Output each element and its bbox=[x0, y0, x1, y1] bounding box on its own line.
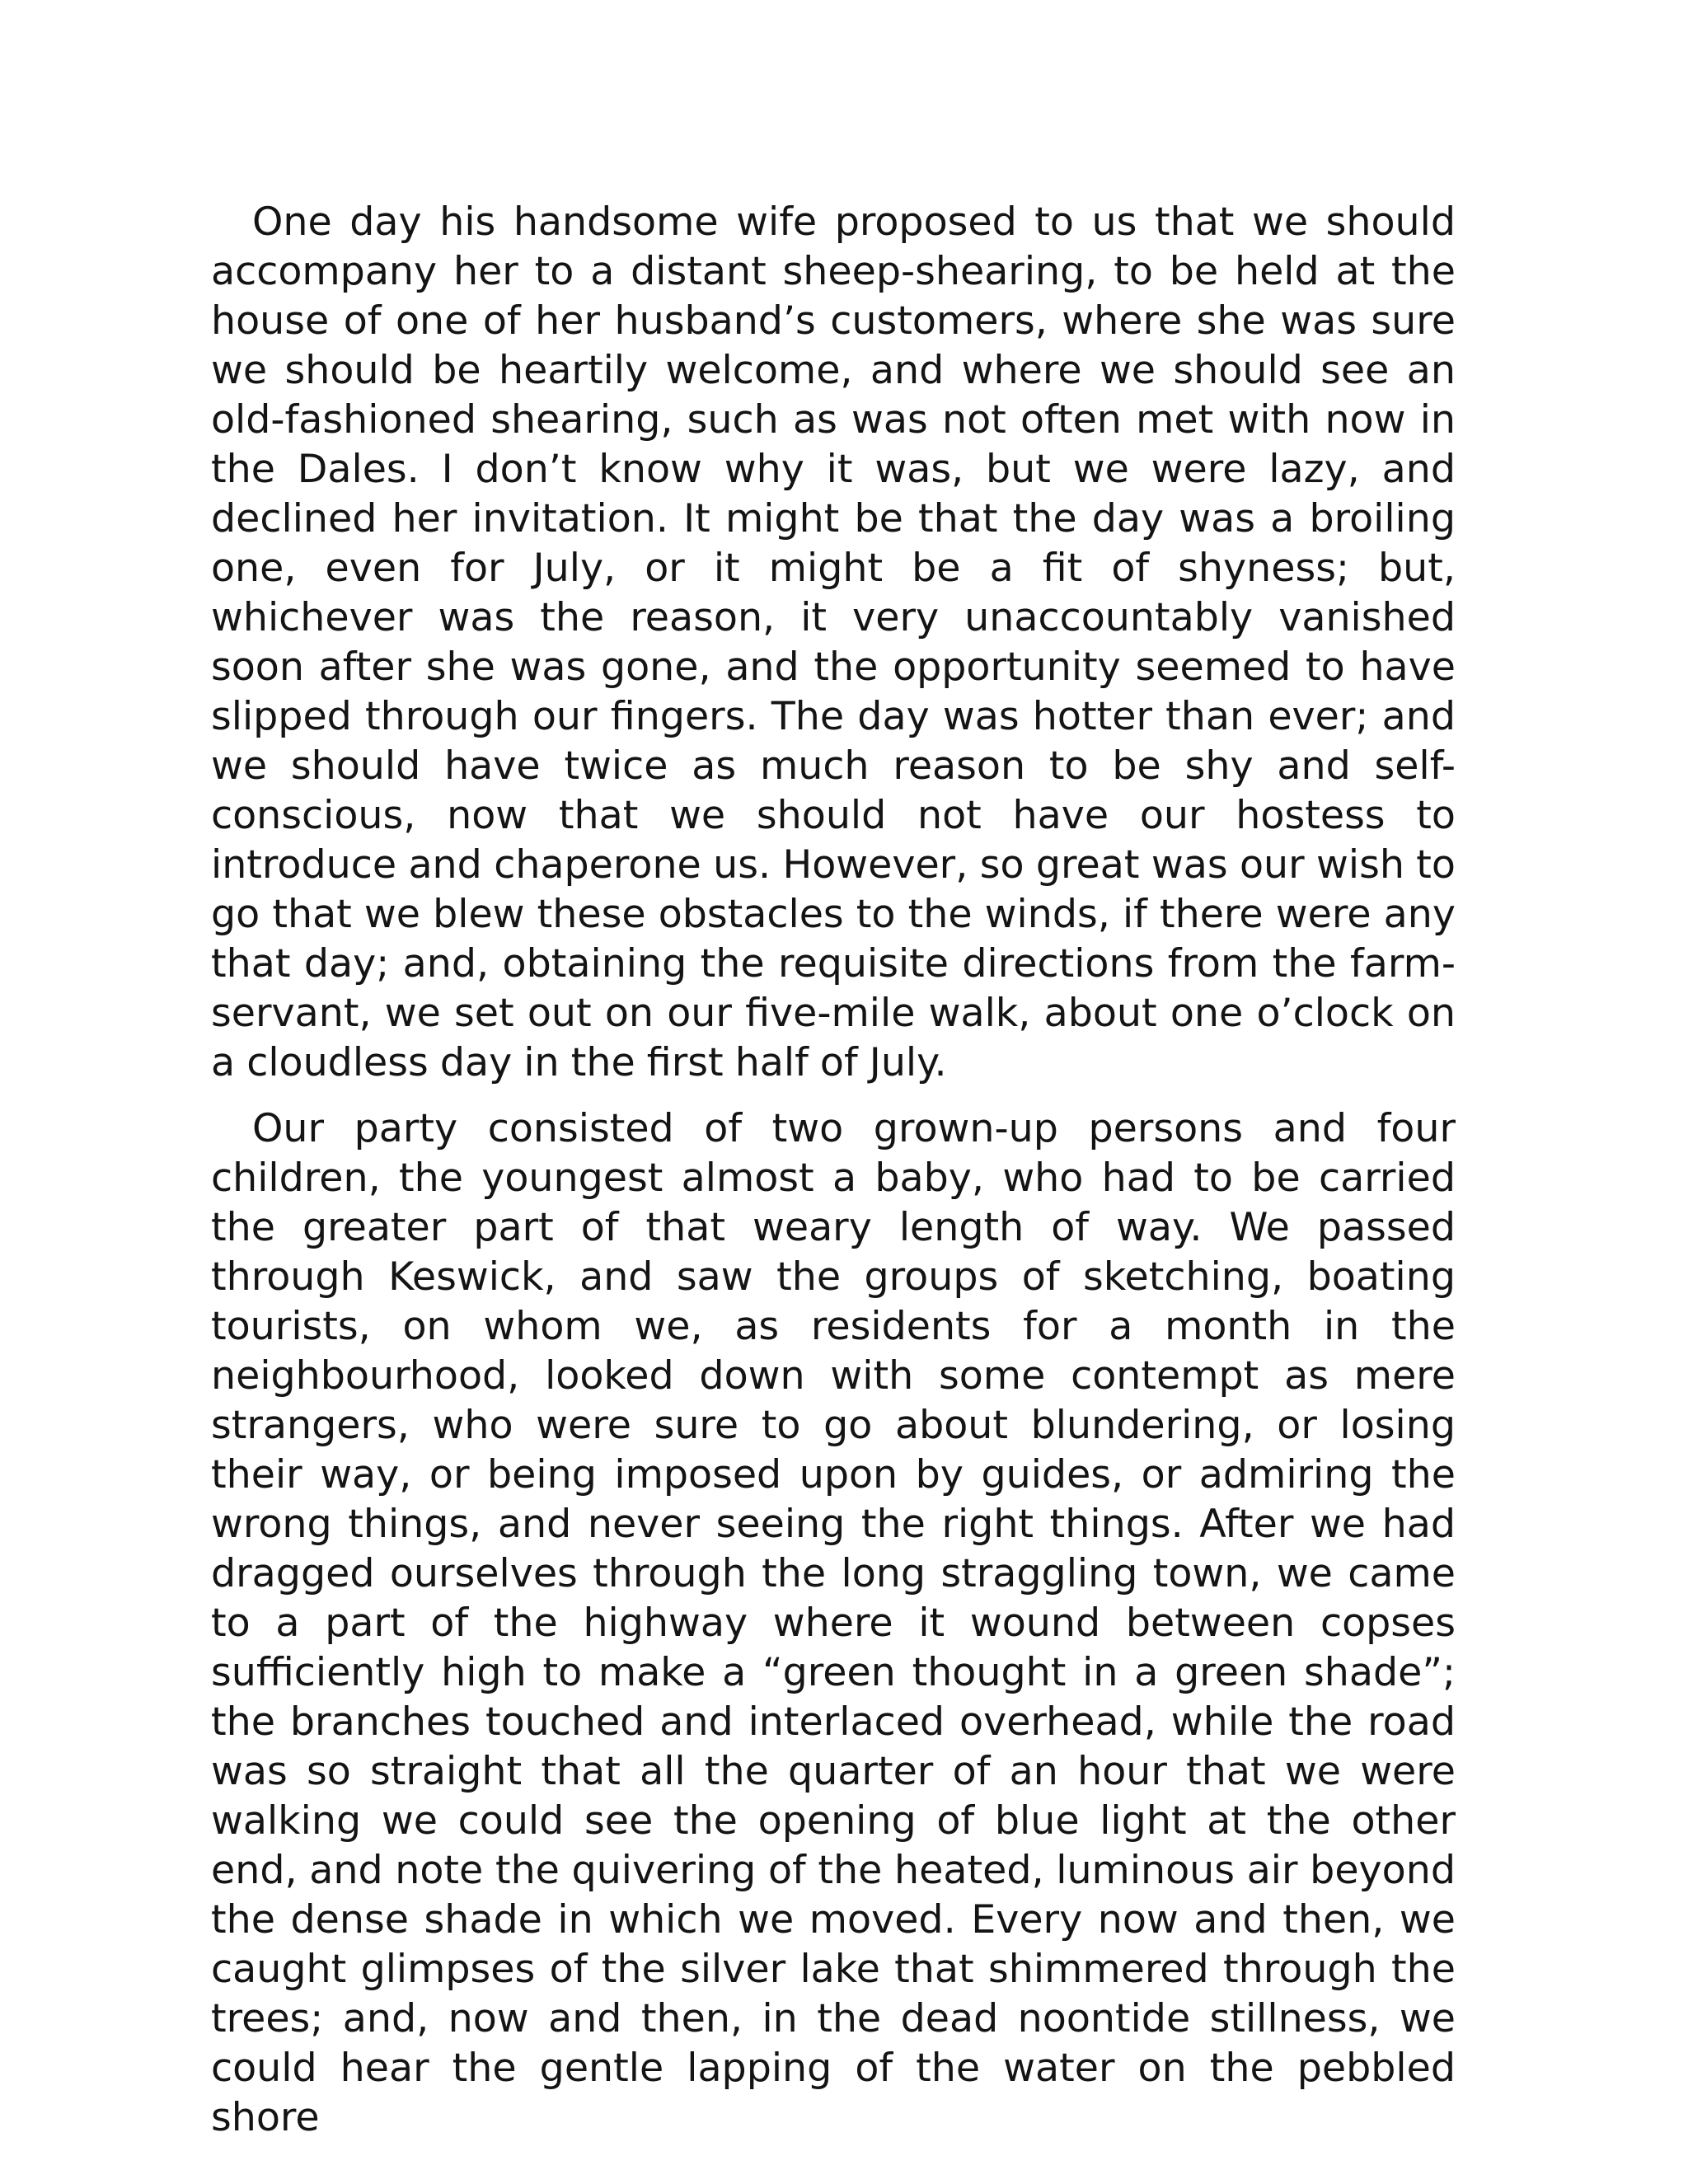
document-page bbox=[211, 198, 1456, 2143]
paragraph-sheep-shearing-invitation: One day his handsome wife proposed to us that we should accompany her to a distant sheep-shearing, to be held at the house of one of her husband’s customers, where she was sure we should be heartily welcome, and where we should see an old-fashioned shearing, such as was not often met with now in the Dales. I don’t know why it was, but we were lazy, and declined her invitation. It might be that the day was a broiling one, even for July, or it might be a fit of shyness; but, whichever was the reason, it very unaccountably vanished soon after she was gone, and the opportunity seemed to have slipped through our fingers. The day was hotter than ever; and we should have twice as much reason to be shy and self-conscious, now that we should not have our hostess to introduce and chaperone us. However, so great was our wish to go that we blew these obstacles to the winds, if there were any that day; and, obtaining the requisite directions from the farm-servant, we set out on our five-mile walk, about one o’clock on a cloudless day in the first half of July. bbox=[211, 199, 1456, 1085]
paragraph-walk-through-keswick: Our party consisted of two grown-up persons and four children, the youngest almost a baby, who had to be carried the greater part of that weary length of way. We passed through Keswick, and saw the groups of sketching, boating tourists, on whom we, as residents for a month in the neighbourhood, looked down with some contempt as mere strangers, who were sure to go about blundering, or losing their way, or being imposed upon by guides, or admiring the wrong things, and never seeing the right things. After we had dragged ourselves through the long straggling town, we came to a part of the highway where it wound between copses sufficiently high to make a “green thought in a green shade”; the branches touched and interlaced overhead, while the road was so straight that all the quarter of an hour that we were walking we could see the opening of blue light at the other end, and note the quivering of the heated, luminous air beyond the dense shade in which we moved. Every now and then, we caught glimpses of the silver lake that shimmered through the trees; and, now and then, in the dead noontide stillness, we could hear the gentle lapping of the water on the pebbled shore bbox=[211, 1106, 1456, 2140]
